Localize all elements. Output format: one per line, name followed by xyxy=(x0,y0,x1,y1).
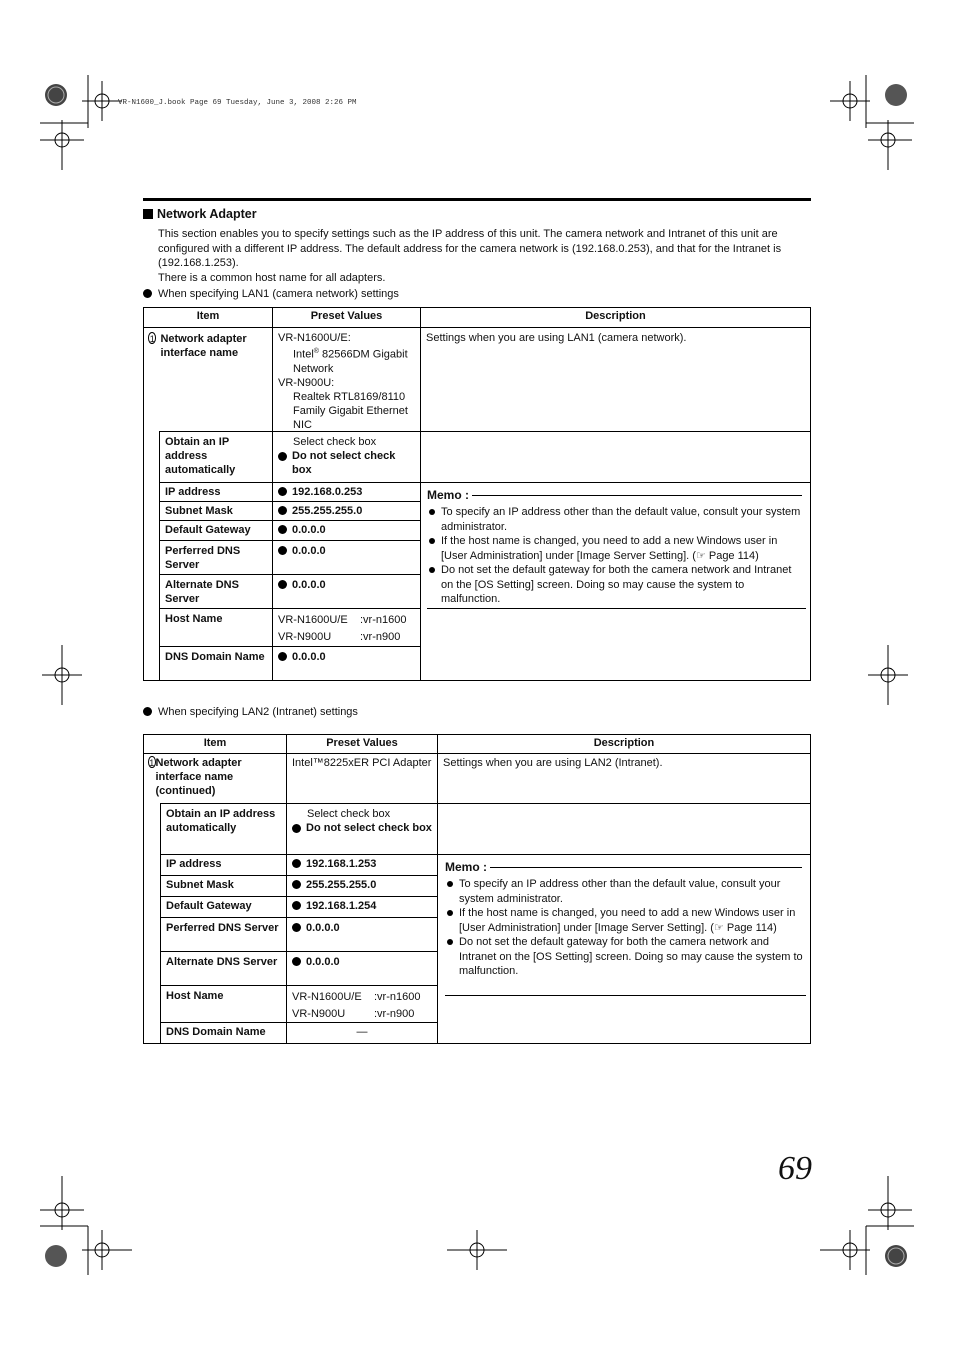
preset-value-text: 82566DM Gigabit Network xyxy=(293,348,408,375)
preset-value: 192.168.1.254 xyxy=(306,900,377,912)
intro-paragraph: This section enables you to specify settings such as the IP address of this unit. The camera network and Intranet of this unit are configured with a different IP address. The default address for the camera network is (192.168.0.253), and that for the Intranet is (192.168.1.253). xyxy=(158,228,782,269)
memo-item: Do not set the default gateway for both the camera network and Intranet on the [OS Setting] screen. Doing so may cause the system to malfunction. xyxy=(445,935,805,979)
preset-value: 192.168.0.253 xyxy=(292,486,363,498)
row-default-gateway-preset xyxy=(286,896,438,918)
print-header: VR-N1600_J.book Page 69 Tuesday, June 3, 2008 2:26 PM xyxy=(118,99,357,107)
model-label: VR-N900U: xyxy=(278,376,335,389)
host-value: :vr-n1600 xyxy=(374,991,421,1003)
intro-text xyxy=(158,227,810,285)
option-text: Do not select check box xyxy=(306,822,432,834)
option-text: Select check box xyxy=(307,808,391,820)
lan1-heading xyxy=(143,288,399,300)
preset-value: 0.0.0.0 xyxy=(306,922,340,934)
row-network-adapter-preset xyxy=(272,327,421,432)
selected-bullet-icon xyxy=(292,824,301,833)
row-dns-domain-item: DNS Domain Name xyxy=(160,1022,287,1044)
row-preferred-dns-item: Perferred DNS Server xyxy=(159,540,273,575)
host-model: VR-N900U xyxy=(292,1008,346,1020)
row-alternate-dns-preset xyxy=(286,951,438,986)
memo-box xyxy=(420,482,811,681)
row-network-adapter-preset: Intel™8225xER PCI Adapter xyxy=(286,753,438,804)
memo-item: If the host name is changed, you need to add a new Windows user in [User Administration] under [Image Server Setting]. (☞ Page 114) xyxy=(427,534,805,563)
preset-value: 0.0.0.0 xyxy=(306,956,340,968)
bullet-icon xyxy=(292,901,301,910)
row-obtain-ip-item: Obtain an IP address automatically xyxy=(159,431,273,483)
preset-value: 255.255.255.0 xyxy=(306,879,377,891)
row-obtain-ip-preset xyxy=(272,431,421,483)
preset-value: 0.0.0.0 xyxy=(292,651,326,663)
preset-value xyxy=(278,345,415,376)
row-host-name-preset xyxy=(286,985,438,1023)
section-rule xyxy=(143,198,811,201)
host-model: VR-N900U xyxy=(278,631,332,643)
row-subnet-mask-item: Subnet Mask xyxy=(159,501,273,521)
memo-rule xyxy=(490,867,802,868)
memo-item: To specify an IP address other than the default value, consult your system administrator. xyxy=(427,505,805,534)
memo-box xyxy=(437,854,811,1044)
section-title-text: Network Adapter xyxy=(157,207,257,221)
row-host-name-preset xyxy=(272,608,421,647)
bullet-icon xyxy=(278,546,287,555)
row-subnet-mask-item: Subnet Mask xyxy=(160,875,287,897)
row-dns-domain-preset xyxy=(272,646,421,681)
row-ip-address-item: IP address xyxy=(159,482,273,502)
row-subnet-mask-preset xyxy=(272,501,421,521)
row-obtain-ip-desc xyxy=(420,431,811,483)
bullet-icon xyxy=(278,487,287,496)
host-value: :vr-n900 xyxy=(374,1008,415,1020)
item-label: Network adapter interface name xyxy=(160,333,247,359)
host-model: VR-N1600U/E xyxy=(278,614,348,626)
item-number: 1 xyxy=(149,758,155,768)
row-dns-domain-item: DNS Domain Name xyxy=(159,646,273,681)
model-label: VR-N1600U/E: xyxy=(278,332,351,344)
memo-end-rule xyxy=(427,608,806,609)
row-default-gateway-item: Default Gateway xyxy=(160,896,287,918)
item-number: 1 xyxy=(149,334,155,344)
preset-value: Realtek RTL8169/8110 Family Gigabit Ethernet NIC xyxy=(293,390,408,431)
memo-title: Memo : xyxy=(445,860,487,874)
row-alternate-dns-item: Alternate DNS Server xyxy=(159,574,273,609)
memo-item: To specify an IP address other than the default value, consult your system administrator. xyxy=(445,877,805,906)
page-number: 69 xyxy=(778,1150,812,1187)
bullet-icon xyxy=(278,506,287,515)
row-preferred-dns-preset xyxy=(272,540,421,575)
row-preferred-dns-item: Perferred DNS Server xyxy=(160,917,287,952)
preset-value: 255.255.255.0 xyxy=(292,505,363,517)
option-text: Do not select check box xyxy=(292,450,396,476)
preset-value: 0.0.0.0 xyxy=(292,545,326,557)
row-alternate-dns-preset xyxy=(272,574,421,609)
col-header-preset: Preset Values xyxy=(286,734,438,754)
preset-value: 0.0.0.0 xyxy=(292,524,326,536)
preset-value: 0.0.0.0 xyxy=(292,579,326,591)
lan2-heading-text: When specifying LAN2 (Intranet) settings xyxy=(158,706,358,718)
memo-item: Do not set the default gateway for both the camera network and Intranet on the [OS Setting] screen. Doing so may cause the system to malfunction. xyxy=(427,563,805,607)
host-value: :vr-n1600 xyxy=(360,614,407,626)
row-default-gateway-item: Default Gateway xyxy=(159,520,273,541)
preset-value-text: Intel xyxy=(293,348,314,361)
row-obtain-ip-item: Obtain an IP address automatically xyxy=(160,803,287,855)
col-header-description: Description xyxy=(437,734,811,754)
row-preferred-dns-preset xyxy=(286,917,438,952)
row-host-name-item: Host Name xyxy=(160,985,287,1023)
bullet-icon xyxy=(292,859,301,868)
host-value: :vr-n900 xyxy=(360,631,401,643)
bullet-icon xyxy=(278,525,287,534)
square-bullet-icon xyxy=(143,209,153,219)
lan2-heading xyxy=(143,706,358,718)
preset-value: 192.168.1.253 xyxy=(306,858,377,870)
memo-end-rule xyxy=(445,995,806,996)
item-label: Network adapter interface name (continued) xyxy=(155,757,242,797)
col-header-description: Description xyxy=(420,307,811,328)
selected-bullet-icon xyxy=(278,452,287,461)
lan1-heading-text: When specifying LAN1 (camera network) settings xyxy=(158,288,399,300)
bullet-icon xyxy=(292,880,301,889)
host-model: VR-N1600U/E xyxy=(292,991,362,1003)
row-host-name-item: Host Name xyxy=(159,608,273,647)
row-obtain-ip-desc xyxy=(437,803,811,855)
bullet-icon xyxy=(278,652,287,661)
section-title xyxy=(143,207,257,221)
row-network-adapter-desc: Settings when you are using LAN2 (Intranet). xyxy=(437,753,811,804)
row-default-gateway-preset xyxy=(272,520,421,541)
memo-title: Memo : xyxy=(427,488,469,502)
intro-paragraph: There is a common host name for all adapters. xyxy=(158,271,386,284)
row-ip-address-item: IP address xyxy=(160,854,287,876)
bullet-icon xyxy=(143,707,152,716)
row-ip-address-preset xyxy=(286,854,438,876)
bullet-icon xyxy=(292,923,301,932)
row-ip-address-preset xyxy=(272,482,421,502)
bullet-icon xyxy=(143,289,152,298)
memo-rule xyxy=(472,495,802,496)
memo-item: If the host name is changed, you need to add a new Windows user in [User Administration] under [Image Server Setting]. (☞ Page 114) xyxy=(445,906,805,935)
col-header-item: Item xyxy=(143,307,273,328)
bullet-icon xyxy=(278,580,287,589)
row-subnet-mask-preset xyxy=(286,875,438,897)
row-obtain-ip-preset xyxy=(286,803,438,855)
col-header-preset: Preset Values xyxy=(272,307,421,328)
option-text: Select check box xyxy=(293,436,377,448)
bullet-icon xyxy=(292,957,301,966)
row-dns-domain-preset: — xyxy=(286,1022,438,1044)
row-alternate-dns-item: Alternate DNS Server xyxy=(160,951,287,986)
row-network-adapter-desc: Settings when you are using LAN1 (camera network). xyxy=(420,327,811,432)
col-header-item: Item xyxy=(143,734,287,754)
registered-mark: ® xyxy=(313,348,319,355)
